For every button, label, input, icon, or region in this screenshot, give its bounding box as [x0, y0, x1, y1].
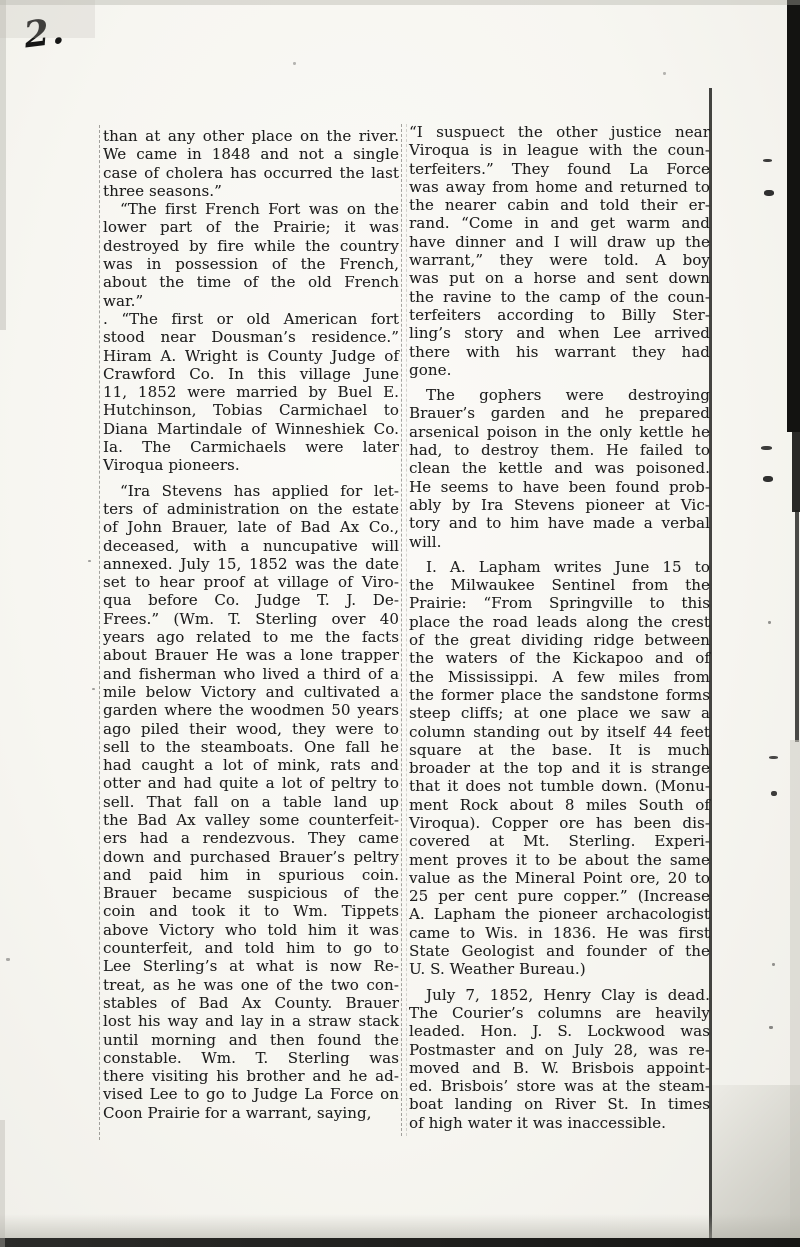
text-line: clean the kettle and was poisoned.: [409, 459, 710, 478]
ink-mark: [772, 963, 775, 966]
text-line: Frees.” (Wm. T. Sterling over 40: [103, 609, 399, 628]
text-line: Viroqua is in league with the coun-: [409, 141, 710, 160]
ink-mark: [293, 62, 296, 65]
text-line: 25 per cent pure copper.” (Increase: [409, 887, 710, 906]
text-line: mile below Victory and cultivated a: [103, 682, 399, 701]
paragraph: [103, 310, 399, 475]
text-line: down and purchased Brauer’s peltry: [103, 847, 399, 866]
text-line: case of cholera has occurred the last: [103, 163, 399, 182]
text-line: terfeiters according to Billy Ster-: [409, 305, 710, 324]
text-line: broader at the top and it is strange: [409, 759, 710, 778]
text-line: “I suspuect the other justice near: [409, 123, 710, 141]
text-line: lost his way and lay in a straw stack: [103, 1012, 399, 1031]
text-line: there with his warrant they had: [409, 342, 710, 361]
text-line: Brauer became suspicious of the: [103, 884, 399, 903]
ink-mark: [763, 476, 773, 482]
text-line: and paid him in spurious coin.: [103, 865, 399, 884]
text-line: ters of administration on the estate: [103, 499, 399, 518]
paragraph: [103, 127, 399, 200]
text-line: terfeiters.” They found La Force: [409, 159, 710, 178]
text-column-left: [103, 127, 399, 1122]
text-line: was away from home and returned to: [409, 177, 710, 196]
ink-mark: [761, 446, 772, 450]
column-rule-left: [99, 125, 100, 1140]
text-line: war.”: [103, 291, 144, 310]
scan-edge-strip-top: [0, 0, 800, 5]
text-line: stood near Dousman’s residence.”: [103, 328, 399, 347]
scan-edge-band-right-top: [787, 0, 800, 432]
text-line: the former place the sandstone forms: [409, 685, 710, 704]
scan-patch-top-left: [0, 0, 95, 38]
text-line: Hiram A. Wright is County Judge of: [103, 346, 399, 365]
text-line: Prairie: “From Springville to this: [409, 594, 710, 613]
ink-mark: [92, 688, 95, 690]
scan-edge-band-bottom-gray: [0, 1214, 800, 1239]
text-line: warrant,” they were told. A boy: [409, 251, 710, 270]
text-line: place the road leads along the crest: [409, 612, 710, 631]
scan-edge-line-right: [795, 510, 799, 742]
text-line: State Geologist and founder of the: [409, 942, 710, 961]
ink-mark: [763, 159, 772, 162]
text-line: steep cliffs; at one place we saw a: [409, 704, 710, 723]
ink-mark: [768, 621, 771, 624]
text-line: the waters of the Kickapoo and of: [409, 649, 710, 668]
scan-edge-band-bottom: [0, 1238, 800, 1247]
text-line: qua before Co. Judge T. J. De-: [103, 591, 399, 610]
text-line: square at the base. It is much: [409, 740, 710, 759]
text-line: coin and took it to Wm. Tippets: [103, 902, 399, 921]
text-line: Hutchinson, Tobias Carmichael to: [103, 401, 399, 420]
text-line: rand. “Come in and get warm and: [409, 214, 710, 233]
text-line: than at any other place on the river.: [103, 127, 399, 145]
text-line: came to Wis. in 1836. He was first: [409, 923, 710, 942]
text-line: Brauer’s garden and he prepared: [409, 404, 710, 423]
ink-mark: [88, 560, 91, 562]
text-line: moved and B. W. Brisbois appoint-: [409, 1058, 710, 1077]
text-line: lower part of the Prairie; it was: [103, 218, 399, 237]
text-line: about Brauer He was a lone trapper: [103, 646, 399, 665]
text-line: Diana Martindale of Winneshiek Co.: [103, 419, 399, 438]
paragraph: [103, 482, 399, 1122]
text-line: “Ira Stevens has applied for let-: [120, 481, 399, 500]
text-line: the ravine to the camp of the coun-: [409, 287, 710, 306]
text-line: Ia. The Carmichaels were later: [103, 438, 399, 457]
text-line: of the great dividing ridge between: [409, 631, 710, 650]
text-line: Crawford Co. In this village June: [103, 364, 399, 383]
text-line: value as the Mineral Point ore, 20 to: [409, 868, 710, 887]
text-line: Postmaster and on July 28, was re-: [409, 1040, 710, 1059]
text-line: there visiting his brother and he ad-: [103, 1067, 399, 1086]
text-line: arsenical poison in the only kettle he: [409, 422, 710, 441]
text-line: have dinner and I will draw up the: [409, 232, 710, 251]
text-line: The gophers were destroying: [426, 386, 710, 405]
text-line: deceased, with a nuncupative will: [103, 536, 399, 555]
text-line: had caught a lot of mink, rats and: [103, 756, 399, 775]
text-line: until morning and then found the: [103, 1030, 399, 1049]
ink-mark: [764, 190, 774, 196]
text-line: U. S. Weather Bureau.): [409, 960, 586, 979]
text-line: leaded. Hon. J. S. Lockwood was: [409, 1022, 710, 1041]
text-line: A. Lapham the pioneer archacologist: [409, 905, 710, 924]
text-line: destroyed by fire while the country: [103, 236, 399, 255]
text-line: tory and to him have made a verbal: [409, 514, 710, 533]
text-line: three seasons.”: [103, 181, 222, 200]
paragraph: [409, 123, 710, 379]
text-line: boat landing on River St. In times: [409, 1095, 710, 1114]
text-line: counterfeit, and told him to go to: [103, 939, 399, 958]
handwritten-page-number: 2.: [21, 9, 68, 57]
column-rule-middle-2: [406, 124, 407, 1136]
text-line: 11, 1852 were married by Buel E.: [103, 383, 399, 402]
text-line: stables of Bad Ax County. Brauer: [103, 993, 399, 1012]
text-line: garden where the woodmen 50 years: [103, 701, 399, 720]
text-line: of high water it was inaccessible.: [409, 1113, 667, 1132]
column-rule-middle: [401, 124, 402, 1136]
text-line: about the time of the old French: [103, 273, 399, 292]
text-column-right: [409, 123, 710, 1132]
text-line: treat, as he was one of the two con-: [103, 975, 399, 994]
text-line: July 7, 1852, Henry Clay is dead.: [426, 985, 710, 1004]
text-line: . “The first or old American fort: [103, 309, 399, 328]
text-line: of John Brauer, late of Bad Ax Co.,: [103, 518, 399, 537]
ink-mark: [6, 958, 10, 961]
text-line: the Mississippi. A few miles from: [409, 667, 710, 686]
text-line: I. A. Lapham writes June 15 to: [426, 557, 710, 576]
text-line: was put on a horse and sent down: [409, 269, 710, 288]
text-line: He seems to have been found prob-: [409, 477, 710, 496]
text-line: annexed. July 15, 1852 was the date: [103, 554, 399, 573]
text-line: set to hear proof at village of Viro-: [103, 573, 399, 592]
text-line: We came in 1848 and not a single: [103, 145, 399, 164]
text-line: “The first French Fort was on the: [120, 200, 399, 219]
text-line: gone.: [409, 360, 452, 379]
text-line: years ago related to me the facts: [103, 628, 399, 647]
text-line: Viroqua pioneers.: [103, 456, 240, 475]
text-line: ment Rock about 8 miles South of: [409, 795, 710, 814]
ink-mark: [663, 72, 666, 75]
text-line: the Bad Ax valley some counterfeit-: [103, 810, 399, 829]
paragraph: [409, 986, 710, 1132]
text-line: covered at Mt. Sterling. Experi-: [409, 832, 710, 851]
text-line: The Courier’s columns are heavily: [409, 1003, 710, 1022]
paragraph: [103, 200, 399, 310]
text-line: ers had a rendezvous. They came: [103, 829, 399, 848]
text-line: had, to destroy them. He failed to: [409, 441, 710, 460]
text-line: sell to the steamboats. One fall he: [103, 737, 399, 756]
text-line: ably by Ira Stevens pioneer at Vic-: [409, 495, 710, 514]
ink-mark: [769, 756, 778, 759]
text-line: the nearer cabin and told their er-: [409, 196, 710, 215]
scan-edge-band-right-mid: [792, 430, 800, 512]
ink-mark: [769, 1026, 773, 1029]
text-line: ed. Brisbois’ store was at the steam-: [409, 1077, 710, 1096]
scan-edge-strip-left: [0, 0, 6, 330]
text-line: otter and had quite a lot of peltry to: [103, 774, 399, 793]
paragraph: [409, 558, 710, 979]
text-line: was in possession of the French,: [103, 255, 399, 274]
scan-edge-strip-left-lower: [0, 1120, 5, 1247]
text-line: ago piled their wood, they were to: [103, 719, 399, 738]
text-line: ment proves it to be about the same: [409, 850, 710, 869]
text-line: Viroqua). Copper ore has been dis-: [409, 813, 710, 832]
text-line: above Victory who told him it was: [103, 920, 399, 939]
text-line: the Milwaukee Sentinel from the: [409, 576, 710, 595]
text-line: vised Lee to go to Judge La Force on: [103, 1085, 399, 1104]
text-line: sell. That fall on a table land up: [103, 792, 399, 811]
text-line: that it does not tumble down. (Monu-: [409, 777, 710, 796]
ink-mark: [771, 791, 777, 796]
text-line: column standing out by itself 44 feet: [409, 722, 710, 741]
text-line: and fisherman who lived a third of a: [103, 664, 399, 683]
text-line: Lee Sterling’s at what is now Re-: [103, 957, 399, 976]
text-line: ling’s story and when Lee arrived: [409, 324, 710, 343]
paragraph: [409, 386, 710, 551]
text-line: constable. Wm. T. Sterling was: [103, 1048, 399, 1067]
text-line: will.: [409, 532, 442, 551]
text-line: Coon Prairie for a warrant, saying,: [103, 1103, 372, 1122]
